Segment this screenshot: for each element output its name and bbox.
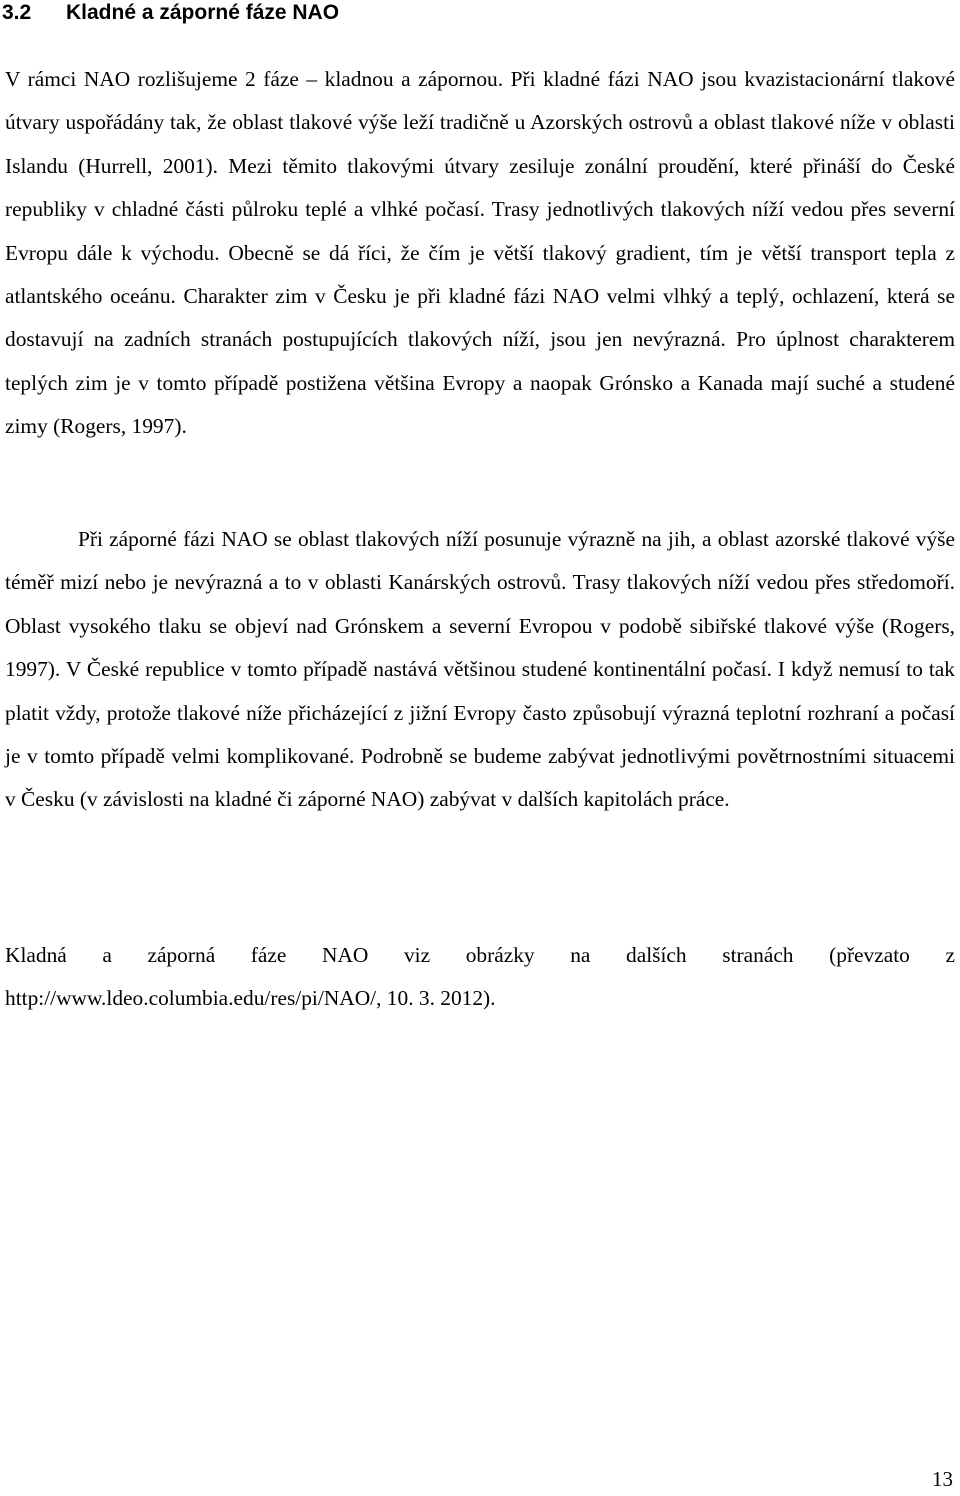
- paragraph-positive-phase: V rámci NAO rozlišujeme 2 fáze – kladnou a zápornou. Při kladné fázi NAO jsou kvazistacionární tlakové útvary uspořádány tak, že oblast tlakové výše leží tradičně u Azorských ostrovů a oblast tlakové níže v oblasti Islandu (Hurrell, 2001). Mezi těmito tlakovými útvary zesiluje zonální proudění, které přináší do České republiky v chladné části půlroku teplé a vlhké počasí. Trasy jednotlivých tlakových níží vedou přes severní Evropu dále k východu. Obecně se dá říci, že čím je větší tlakový gradient, tím je větší transport tepla z atlantského oceánu. Charakter zim v Česku je při kladné fázi NAO velmi vlhký a teplý, ochlazení, která se dostavují na zadních stranách postupujících tlakových níží, jsou jen nevýrazná. Pro úplnost charakterem teplých zim je v tomto případě postižena většina Evropy a naopak Grónsko a Kanada mají suché a studené zimy (Rogers, 1997).: [5, 67, 955, 439]
- section-title: Kladné a záporné fáze NAO: [66, 1, 340, 24]
- page-number: 13: [932, 1467, 953, 1491]
- paragraph-figure-reference: Kladná a záporná fáze NAO viz obrázky na dalších stranách (převzato z http://www.ldeo.columbia.edu/res/pi/NAO/, 10. 3. 2012).: [5, 943, 955, 1011]
- section-number: 3.2: [2, 1, 32, 24]
- paragraph-negative-phase: Při záporné fázi NAO se oblast tlakových níží posunuje výrazně na jih, a oblast azorské tlakové výše téměř mizí nebo je nevýrazná a to v oblasti Kanárských ostrovů. Trasy tlakových níží vedou přes středomoří. Oblast vysokého tlaku se objeví nad Grónskem a severní Evropou v podobě sibiřské tlakové výše (Rogers, 1997). V České republice v tomto případě nastává většinou studené kontinentální počasí. I když nemusí to tak platit vždy, protože tlakové níže přicházející z jižní Evropy často způsobují výrazná teplotní rozhraní a počasí je v tomto případě velmi komplikované. Podrobně se budeme zabývat jednotlivými povětrnostními situacemi v Česku (v závislosti na kladné či záporné NAO) zabývat v dalších kapitolách práce.: [5, 527, 955, 812]
- section-heading: [2, 0, 339, 26]
